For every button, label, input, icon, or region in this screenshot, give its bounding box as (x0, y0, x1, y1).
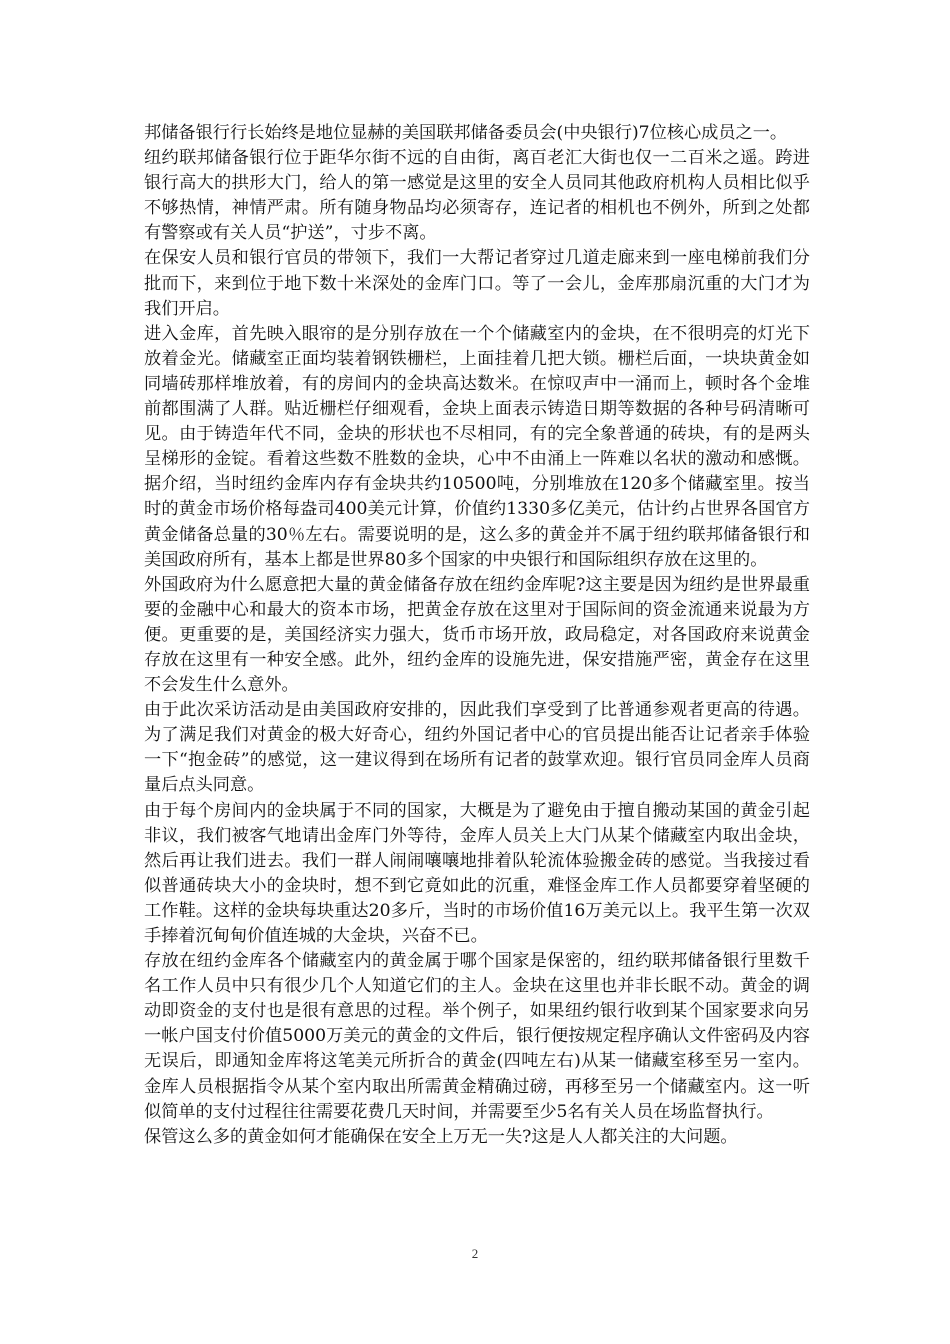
paragraph: 由于每个房间内的金块属于不同的国家，大概是为了避免由于擅自搬动某国的黄金引起非议，我们被客气地请出金库门外等待，金库人员关上大门从某个储藏室内取出金块，然后再让我们进去。我们一群人闹闹嚷嚷地排着队轮流体验搬金砖的感觉。当我接过看似普通砖块大小的金块时，想不到它竟如此的沉重，难怪金库工作人员都要穿着坚硬的工作鞋。这样的金块每块重达20多斤，当时的市场价值16万美元以上。我平生第一次双手捧着沉甸甸价值连城的大金块，兴奋不已。 (144, 800, 810, 946)
page-number: 2 (471, 1246, 479, 1261)
paragraph: 保管这么多的黄金如何才能确保在安全上万无一失?这是人人都关注的大问题。 (144, 1126, 738, 1147)
paragraph: 进入金库，首先映入眼帘的是分别存放在一个个储藏室内的金块，在不很明亮的灯光下放着金光。储藏室正面均装着钢铁栅栏，上面挂着几把大锁。栅栏后面，一块块黄金如同墙砖那样堆放着，有的房间内的金块高达数米。在惊叹声中一涌而上，顿时各个金堆前都围满了人群。贴近栅栏仔细观看，金块上面表示铸造日期等数据的各种号码清晰可见。由于铸造年代不同，金块的形状也不尽相同，有的完全象普通的砖块，有的是两头呈梯形的金锭。看着这些数不胜数的金块，心中不由涌上一阵难以名状的激动和感慨。据介绍，当时纽约金库内存有金块共约10500吨，分别堆放在120多个储藏室里。按当时的黄金市场价格每盎司400美元计算，价值约1330多亿美元，估计约占世界各国官方黄金储备总量的30％左右。需要说明的是，这么多的黄金并不属于纽约联邦储备银行和美国政府所有，基本上都是世界80多个国家的中央银行和国际组织存放在这里的。 (144, 323, 810, 570)
paragraph: 由于此次采访活动是由美国政府安排的，因此我们享受到了比普通参观者更高的待遇。为了满足我们对黄金的极大好奇心，纽约外国记者中心的官员提出能否让记者亲手体验一下“抱金砖”的感觉，这一建议得到在场所有记者的鼓掌欢迎。银行官员同金库人员商量后点头同意。 (144, 700, 810, 796)
paragraph: 纽约联邦储备银行位于距华尔街不远的自由街，离百老汇大街也仅一二百米之遥。跨进银行高大的拱形大门，给人的第一感觉是这里的安全人员同其他政府机构人员相比似乎不够热情，神情严肃。所有随身物品均必须寄存，连记者的相机也不例外，所到之处都有警察或有关人员“护送”，寸步不离。 (144, 148, 810, 244)
paragraph: 在保安人员和银行官员的带领下，我们一大帮记者穿过几道走廊来到一座电梯前我们分批而下，来到位于地下数十米深处的金库门口。等了一会儿，金库那扇沉重的大门才为我们开启。 (144, 248, 810, 319)
document-body (144, 121, 810, 1150)
paragraph: 外国政府为什么愿意把大量的黄金储备存放在纽约金库呢?这主要是因为纽约是世界最重要的金融中心和最大的资本市场，把黄金存放在这里对于国际间的资金流通来说最为方便。更重要的是，美国经济实力强大，货币市场开放，政局稳定，对各国政府来说黄金存放在这里有一种安全感。此外，纽约金库的设施先进，保安措施严密，黄金存在这里不会发生什么意外。 (144, 574, 810, 696)
paragraph: 邦储备银行行长始终是地位显赫的美国联邦储备委员会(中央银行)7位核心成员之一。 (144, 123, 788, 143)
paragraph: 存放在纽约金库各个储藏室内的黄金属于哪个国家是保密的，纽约联邦储备银行里数千名工作人员中只有很少几个人知道它们的主人。金块在这里也并非长眠不动。黄金的调动即资金的支付也是很有意思的过程。举个例子，如果纽约银行收到某个国家要求向另一帐户国支付价值5000万美元的黄金的文件后，银行便按规定程序确认文件密码及内容无误后，即通知金库将这笔美元所折合的黄金(四吨左右)从某一储藏室移至另一室内。金库人员根据指令从某个室内取出所需黄金精确过磅，再移至另一个储藏室内。这一听似简单的支付过程往往需要花费几天时间，并需要至少5名有关人员在场监督执行。 (144, 951, 810, 1122)
